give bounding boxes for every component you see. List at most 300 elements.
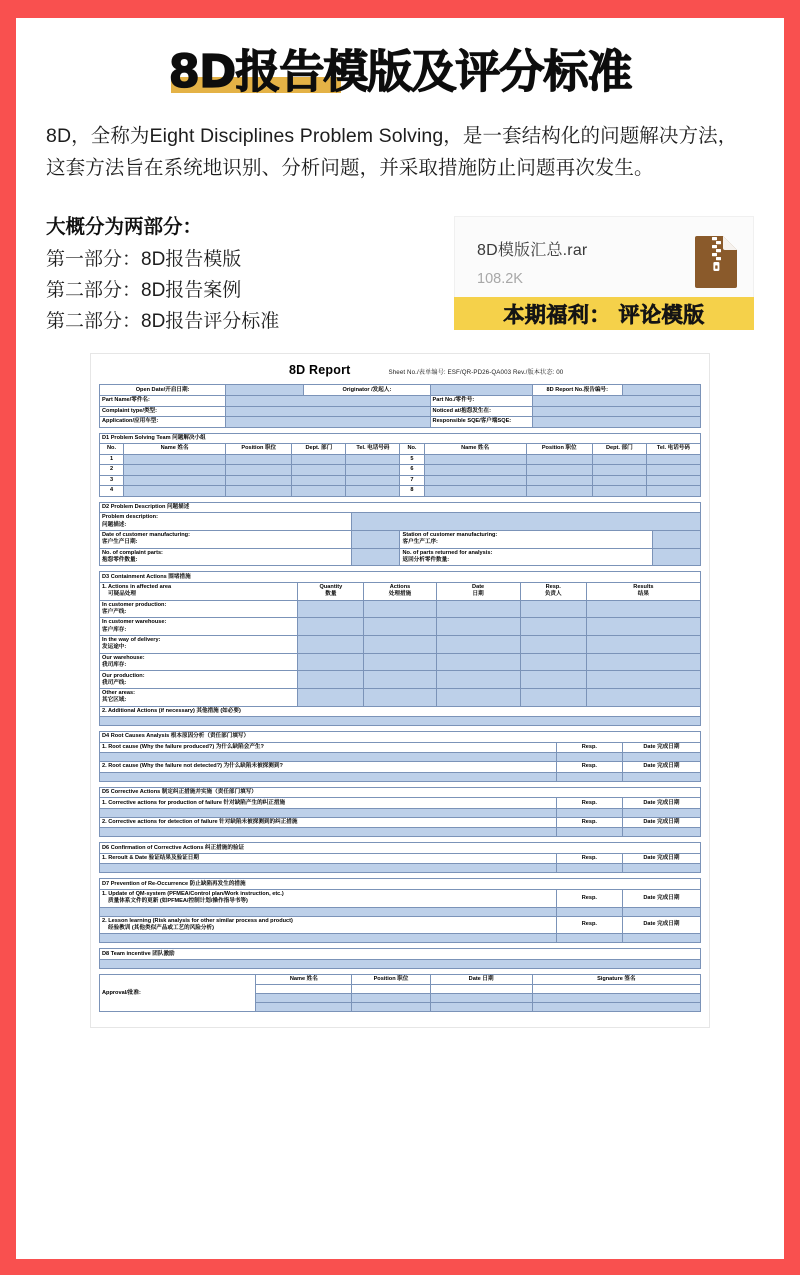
table-row bbox=[100, 465, 701, 476]
d1-cell-position[interactable] bbox=[226, 465, 292, 476]
d8-section-title: D8 Team incentive 团队激励 bbox=[100, 949, 701, 960]
table-row bbox=[100, 817, 701, 828]
d1-col-position-r: Position 职位 bbox=[526, 444, 592, 455]
8d-report-document bbox=[90, 353, 710, 1028]
table-row bbox=[100, 974, 701, 985]
approval-cell-name[interactable] bbox=[256, 985, 352, 994]
field-complaint-type-label: Complaint type/类型: bbox=[100, 406, 226, 417]
d1-cell-tel[interactable] bbox=[646, 465, 700, 476]
parts-heading: 大概分为两部分： bbox=[46, 216, 203, 239]
d3-area-en: Other areas: bbox=[102, 690, 135, 697]
d7-item-1-label bbox=[100, 890, 557, 908]
d3-cell-quantity[interactable] bbox=[298, 689, 364, 707]
d1-col-name-r: Name 姓名 bbox=[424, 444, 526, 455]
d2-table bbox=[99, 502, 701, 567]
d2-complaint-parts-cn: 抱怨零件数量: bbox=[102, 557, 138, 564]
d1-cell-dept[interactable] bbox=[592, 475, 646, 486]
d4-item-1-date[interactable] bbox=[622, 753, 700, 762]
approval-cell-position[interactable] bbox=[352, 985, 430, 994]
d7-item-2-resp[interactable] bbox=[556, 934, 622, 943]
table-row bbox=[100, 582, 701, 600]
d3-area-cn: 客户产线: bbox=[102, 608, 127, 615]
table-row bbox=[100, 916, 701, 934]
field-part-name-value[interactable] bbox=[226, 395, 430, 406]
d3-table bbox=[99, 571, 701, 726]
d5-item-2-resp[interactable] bbox=[556, 828, 622, 837]
field-noticed-at-label: Noticed at/抱怨发生在: bbox=[430, 406, 532, 417]
d1-cell-position[interactable] bbox=[526, 454, 592, 465]
table-row bbox=[100, 454, 701, 465]
d7-item-1-value[interactable] bbox=[100, 907, 557, 916]
d6-item-1-label: 1. Reroult & Date 验证结果及验证日期 bbox=[100, 853, 557, 864]
table-row bbox=[100, 475, 701, 486]
d3-cell-resp[interactable] bbox=[520, 653, 586, 671]
table-row bbox=[100, 548, 701, 566]
d3-cell-resp[interactable] bbox=[520, 689, 586, 707]
table-row bbox=[100, 828, 701, 837]
field-part-name-label: Part Name/零件名: bbox=[100, 395, 226, 406]
d1-col-name-l: Name 姓名 bbox=[124, 444, 226, 455]
table-row bbox=[100, 513, 701, 531]
d1-row-no-3: 3 bbox=[100, 475, 124, 486]
d3-area-label bbox=[100, 635, 298, 653]
d2-section-title: D2 Problem Description 问题描述 bbox=[100, 502, 701, 513]
d1-col-dept-r: Dept. 部门 bbox=[592, 444, 646, 455]
table-row bbox=[100, 572, 701, 583]
approval-cell-date[interactable] bbox=[430, 1003, 532, 1012]
document-title: 8D Report bbox=[289, 363, 351, 378]
d4-table bbox=[99, 731, 701, 782]
d3-sub1-label bbox=[100, 582, 298, 600]
d1-cell-position[interactable] bbox=[526, 465, 592, 476]
d2-problem-description-value[interactable] bbox=[352, 513, 701, 531]
d1-col-tel-r: Tel. 电话号码 bbox=[646, 444, 700, 455]
table-row bbox=[100, 949, 701, 960]
table-row bbox=[100, 671, 701, 689]
d4-item-2-label: 2. Root cause (Why the failure not detected?) 为什么缺陷未被探测到? bbox=[100, 762, 557, 773]
d3-area-label bbox=[100, 600, 298, 618]
d1-cell-tel[interactable] bbox=[346, 486, 400, 497]
d3-cell-actions[interactable] bbox=[364, 600, 436, 618]
d3-area-cn: 其它区域: bbox=[102, 697, 127, 704]
table-row bbox=[100, 753, 701, 762]
d3-col-resp-en: Resp. bbox=[545, 584, 561, 591]
d3-col-quantity-cn: 数量 bbox=[325, 591, 337, 598]
d7-item-1-resp[interactable] bbox=[556, 907, 622, 916]
table-row bbox=[100, 890, 701, 908]
attachment-file-name: 8D模版汇总.rar bbox=[477, 242, 588, 260]
d2-date-manufacturing-cn: 客户生产日期: bbox=[102, 539, 138, 546]
d3-col-resp-cn: 负责人 bbox=[544, 591, 562, 598]
d1-section-title: D1 Problem Solving Team 问题解决小组 bbox=[100, 433, 701, 444]
table-row bbox=[100, 879, 701, 890]
d5-item-1-value[interactable] bbox=[100, 808, 557, 817]
d1-cell-name[interactable] bbox=[124, 454, 226, 465]
middle-section bbox=[46, 210, 754, 337]
d1-cell-dept[interactable] bbox=[292, 465, 346, 476]
d2-station-manufacturing-label bbox=[400, 530, 652, 548]
d4-date-header: Date 完成日期 bbox=[622, 742, 700, 753]
d2-problem-description-label bbox=[100, 513, 352, 531]
table-row bbox=[100, 618, 701, 636]
d1-cell-dept[interactable] bbox=[292, 486, 346, 497]
d1-cell-position[interactable] bbox=[226, 454, 292, 465]
attachment-meta bbox=[477, 235, 587, 287]
d6-item-1-date[interactable] bbox=[622, 864, 700, 873]
table-row bbox=[100, 717, 701, 726]
d3-cell-results[interactable] bbox=[586, 635, 700, 653]
d4-date-header: Date 完成日期 bbox=[622, 762, 700, 773]
document-header bbox=[99, 361, 701, 384]
post-sheet bbox=[16, 18, 784, 1259]
table-row bbox=[100, 502, 701, 513]
table-row bbox=[100, 530, 701, 548]
approval-cell-signature[interactable] bbox=[532, 994, 700, 1003]
d1-row-no-4: 4 bbox=[100, 486, 124, 497]
field-part-no-value[interactable] bbox=[532, 395, 700, 406]
document-sheet-number: Sheet No./表单编号: ESF/QR-PD26-QA003 Rev./版本状态: 00 bbox=[388, 369, 564, 377]
d1-cell-tel[interactable] bbox=[646, 454, 700, 465]
approval-cell-name[interactable] bbox=[256, 994, 352, 1003]
d7-item-1-cn: 质量体系文件的更新 (如PFMEA/控制计划/操作指导书等) bbox=[108, 898, 248, 905]
field-part-no-label: Part No./零件号: bbox=[430, 395, 532, 406]
d1-cell-name[interactable] bbox=[124, 486, 226, 497]
d1-cell-dept[interactable] bbox=[592, 465, 646, 476]
d1-row-no-2: 2 bbox=[100, 465, 124, 476]
d3-cell-results[interactable] bbox=[586, 671, 700, 689]
d7-item-2-date[interactable] bbox=[622, 934, 700, 943]
d3-area-label bbox=[100, 689, 298, 707]
d1-cell-tel[interactable] bbox=[646, 475, 700, 486]
d2-date-manufacturing-value[interactable] bbox=[352, 530, 400, 548]
approval-cell-date[interactable] bbox=[430, 994, 532, 1003]
approval-label: Approval/批准: bbox=[100, 974, 256, 1012]
d7-item-2-cn: 经验教训 (其他类似产品或工艺的风险分析) bbox=[108, 925, 214, 932]
intro-paragraph: 8D，全称为Eight Disciplines Problem Solving，是一套结构化的问题解决方法，这套方法旨在系统地识别、分析问题，并采取措施防止问题再次发生。 bbox=[46, 125, 738, 179]
d7-item-2-value[interactable] bbox=[100, 934, 557, 943]
field-open-date-label: Open Date/开启日期: bbox=[100, 385, 226, 396]
table-row bbox=[100, 395, 701, 406]
d3-cell-date[interactable] bbox=[436, 671, 520, 689]
d1-cell-position[interactable] bbox=[226, 475, 292, 486]
table-row bbox=[100, 600, 701, 618]
d7-table bbox=[99, 878, 701, 943]
d4-resp-header: Resp. bbox=[556, 762, 622, 773]
d1-cell-name[interactable] bbox=[424, 454, 526, 465]
d6-table bbox=[99, 842, 701, 873]
page-title bbox=[168, 45, 632, 98]
d2-returned-parts-en: No. of parts returned for analysis: bbox=[402, 549, 493, 556]
d5-item-1-date[interactable] bbox=[622, 808, 700, 817]
approval-col-signature: Signature 签名 bbox=[532, 974, 700, 985]
d7-section-title: D7 Prevention of Re-Occurrence 防止缺陷再发生的措施 bbox=[100, 879, 701, 890]
table-row bbox=[100, 959, 701, 968]
field-noticed-at-value[interactable] bbox=[532, 406, 700, 417]
d1-cell-tel[interactable] bbox=[646, 486, 700, 497]
d3-cell-resp[interactable] bbox=[520, 635, 586, 653]
d1-col-dept-l: Dept. 部门 bbox=[292, 444, 346, 455]
d3-col-date-cn: 日期 bbox=[472, 591, 484, 598]
d3-area-cn: 我司产线: bbox=[102, 679, 127, 686]
d3-cell-date[interactable] bbox=[436, 600, 520, 618]
d5-item-1-resp[interactable] bbox=[556, 808, 622, 817]
d3-area-label bbox=[100, 618, 298, 636]
d3-area-cn: 客户库存: bbox=[102, 626, 127, 633]
approval-cell-date[interactable] bbox=[430, 985, 532, 994]
d3-cell-quantity[interactable] bbox=[298, 671, 364, 689]
d1-row-no-8: 8 bbox=[400, 486, 424, 497]
field-originator-value[interactable] bbox=[430, 385, 532, 396]
d3-cell-results[interactable] bbox=[586, 600, 700, 618]
d1-cell-dept[interactable] bbox=[292, 454, 346, 465]
d4-item-1-value[interactable] bbox=[100, 753, 557, 762]
attachment-file-size: 108.2K bbox=[477, 271, 523, 288]
field-application-label: Application/应用车型: bbox=[100, 417, 226, 428]
d1-cell-tel[interactable] bbox=[346, 465, 400, 476]
d1-cell-name[interactable] bbox=[424, 475, 526, 486]
d3-cell-resp[interactable] bbox=[520, 600, 586, 618]
d3-cell-date[interactable] bbox=[436, 689, 520, 707]
d3-cell-actions[interactable] bbox=[364, 689, 436, 707]
field-report-no-label: 8D Report No.报告编号: bbox=[532, 385, 622, 396]
table-row bbox=[100, 385, 701, 396]
parts-item-3: 第二部分：8D报告评分标准 bbox=[46, 311, 280, 333]
d1-row-no-6: 6 bbox=[400, 465, 424, 476]
d2-date-manufacturing-label bbox=[100, 530, 352, 548]
table-row bbox=[100, 772, 701, 781]
d3-area-cn: 发运途中: bbox=[102, 644, 127, 651]
d7-item-1-en: 1. Update of QM-system (PFMEA/Control plan/Work instruction, etc.) bbox=[102, 891, 284, 898]
d1-cell-dept[interactable] bbox=[592, 454, 646, 465]
d1-cell-name[interactable] bbox=[124, 465, 226, 476]
d3-cell-quantity[interactable] bbox=[298, 653, 364, 671]
d3-area-en: In customer production: bbox=[102, 601, 167, 608]
d2-complaint-parts-en: No. of complaint parts: bbox=[102, 549, 163, 556]
d3-section-title: D3 Containment Actions 围堵措施 bbox=[100, 572, 701, 583]
rar-archive-icon bbox=[695, 236, 737, 288]
d3-sub2-title: 2. Additional Actions (if necessary) 其他措施 (如必要) bbox=[100, 706, 701, 717]
d1-col-position-l: Position 职位 bbox=[226, 444, 292, 455]
d7-resp-header: Resp. bbox=[556, 890, 622, 908]
d5-item-2-value[interactable] bbox=[100, 828, 557, 837]
field-responsible-sqe-value[interactable] bbox=[532, 417, 700, 428]
d5-resp-header: Resp. bbox=[556, 798, 622, 809]
d1-cell-position[interactable] bbox=[226, 486, 292, 497]
d7-date-header: Date 完成日期 bbox=[622, 890, 700, 908]
field-originator-label: Originator /发起人: bbox=[304, 385, 430, 396]
table-row bbox=[100, 486, 701, 497]
d6-resp-header: Resp. bbox=[556, 853, 622, 864]
approval-cell-signature[interactable] bbox=[532, 985, 700, 994]
d2-complaint-parts-label bbox=[100, 548, 352, 566]
approval-table bbox=[99, 974, 701, 1013]
d2-station-manufacturing-en: Station of customer manufacturing: bbox=[402, 532, 498, 539]
d3-col-results-en: Results bbox=[633, 584, 654, 591]
table-row bbox=[100, 635, 701, 653]
d3-col-resp bbox=[520, 582, 586, 600]
d6-item-1-value[interactable] bbox=[100, 864, 557, 873]
d2-returned-parts-value[interactable] bbox=[652, 548, 700, 566]
table-row bbox=[100, 787, 701, 798]
d3-sub1-en: 1. Actions in affected area bbox=[102, 584, 172, 591]
field-complaint-type-value[interactable] bbox=[226, 406, 430, 417]
d3-cell-actions[interactable] bbox=[364, 618, 436, 636]
table-row bbox=[100, 406, 701, 417]
d3-additional-actions-value[interactable] bbox=[100, 717, 701, 726]
approval-cell-signature[interactable] bbox=[532, 1003, 700, 1012]
table-row bbox=[100, 864, 701, 873]
d1-row-no-5: 5 bbox=[400, 454, 424, 465]
table-row bbox=[100, 808, 701, 817]
d7-item-2-label bbox=[100, 916, 557, 934]
d3-col-actions bbox=[364, 582, 436, 600]
d4-item-2-resp[interactable] bbox=[556, 772, 622, 781]
d6-section-title: D6 Confirmation of Corrective Actions 纠正措施的验证 bbox=[100, 843, 701, 854]
d3-cell-results[interactable] bbox=[586, 689, 700, 707]
d5-item-2-label: 2. Corrective actions for detection of failure 针对缺陷未被探测到的纠正措施 bbox=[100, 817, 557, 828]
d4-item-2-date[interactable] bbox=[622, 772, 700, 781]
d7-date-header: Date 完成日期 bbox=[622, 916, 700, 934]
d3-cell-date[interactable] bbox=[436, 635, 520, 653]
d1-row-no-7: 7 bbox=[400, 475, 424, 486]
approval-col-position: Position 职位 bbox=[352, 974, 430, 985]
d3-col-results bbox=[586, 582, 700, 600]
d3-cell-date[interactable] bbox=[436, 618, 520, 636]
d1-table bbox=[99, 433, 701, 497]
approval-col-name: Name 姓名 bbox=[256, 974, 352, 985]
d1-cell-name[interactable] bbox=[424, 465, 526, 476]
d1-cell-dept[interactable] bbox=[292, 475, 346, 486]
d2-problem-description-en: Problem description: bbox=[102, 514, 158, 521]
d3-cell-actions[interactable] bbox=[364, 653, 436, 671]
d8-table bbox=[99, 948, 701, 969]
attachment-card[interactable] bbox=[454, 216, 754, 304]
d4-resp-header: Resp. bbox=[556, 742, 622, 753]
table-row bbox=[100, 732, 701, 743]
table-row bbox=[100, 853, 701, 864]
d3-cell-date[interactable] bbox=[436, 653, 520, 671]
d3-sub1-cn: 可疑品处理 bbox=[108, 591, 136, 598]
d3-area-label bbox=[100, 671, 298, 689]
d4-item-1-label: 1. Root cause (Why the failure produced?) 为什么缺陷会产生? bbox=[100, 742, 557, 753]
d3-cell-results[interactable] bbox=[586, 618, 700, 636]
d1-col-tel-l: Tel. 电话号码 bbox=[346, 444, 400, 455]
d7-item-1-date[interactable] bbox=[622, 907, 700, 916]
d6-item-1-resp[interactable] bbox=[556, 864, 622, 873]
field-report-no-value[interactable] bbox=[622, 385, 700, 396]
d3-area-en: Our warehouse: bbox=[102, 654, 145, 661]
table-row bbox=[100, 798, 701, 809]
d5-date-header: Date 完成日期 bbox=[622, 798, 700, 809]
d5-item-1-label: 1. Corrective actions for production of failure 针对缺陷产生的纠正措施 bbox=[100, 798, 557, 809]
d3-cell-resp[interactable] bbox=[520, 618, 586, 636]
d3-area-en: Our production: bbox=[102, 672, 145, 679]
d3-cell-actions[interactable] bbox=[364, 635, 436, 653]
table-row bbox=[100, 417, 701, 428]
d1-cell-tel[interactable] bbox=[346, 475, 400, 486]
d4-item-2-value[interactable] bbox=[100, 772, 557, 781]
d3-cell-quantity[interactable] bbox=[298, 600, 364, 618]
d1-cell-name[interactable] bbox=[124, 475, 226, 486]
promo-banner-text: 本期福利： 评论模版 bbox=[503, 302, 705, 327]
d3-col-quantity bbox=[298, 582, 364, 600]
d3-area-cn: 我司库存: bbox=[102, 661, 127, 668]
d4-section-title: D4 Root Causes Analysis 根本原因分析（责任部门填写） bbox=[100, 732, 701, 743]
d4-item-1-resp[interactable] bbox=[556, 753, 622, 762]
attachment-column bbox=[454, 216, 754, 330]
d3-col-date bbox=[436, 582, 520, 600]
approval-cell-position[interactable] bbox=[352, 1003, 430, 1012]
d2-complaint-parts-value[interactable] bbox=[352, 548, 400, 566]
d7-item-2-en: 2. Lesson learning (Risk analysis for other similar process and product) bbox=[102, 917, 293, 924]
table-row bbox=[100, 934, 701, 943]
approval-col-date: Date 日期 bbox=[430, 974, 532, 985]
table-row bbox=[100, 444, 701, 455]
d3-area-label bbox=[100, 653, 298, 671]
d3-cell-quantity[interactable] bbox=[298, 618, 364, 636]
d3-col-actions-cn: 处理措施 bbox=[388, 591, 412, 598]
d3-col-actions-en: Actions bbox=[389, 584, 411, 591]
d3-cell-results[interactable] bbox=[586, 653, 700, 671]
d2-station-manufacturing-cn: 客户生产工序: bbox=[402, 539, 438, 546]
table-row bbox=[100, 762, 701, 773]
d2-returned-parts-label bbox=[400, 548, 652, 566]
d3-area-en: In customer warehouse: bbox=[102, 619, 167, 626]
parts-item-1: 第一部分：8D报告模版 bbox=[46, 248, 242, 270]
d1-col-no-l: No. bbox=[100, 444, 124, 455]
d3-col-results-cn: 结果 bbox=[637, 591, 649, 598]
table-row bbox=[100, 706, 701, 717]
d5-date-header: Date 完成日期 bbox=[622, 817, 700, 828]
d1-cell-dept[interactable] bbox=[592, 486, 646, 497]
d1-cell-position[interactable] bbox=[526, 486, 592, 497]
d2-returned-parts-cn: 返回分析零件数量: bbox=[402, 557, 450, 564]
field-application-value[interactable] bbox=[226, 417, 430, 428]
d5-item-2-date[interactable] bbox=[622, 828, 700, 837]
d3-cell-resp[interactable] bbox=[520, 671, 586, 689]
field-responsible-sqe-label: Responsible SQE/客户端SQE: bbox=[430, 417, 532, 428]
parts-item-2: 第二部分：8D报告案例 bbox=[46, 280, 242, 302]
promo-banner bbox=[454, 297, 754, 330]
d1-col-no-r: No. bbox=[400, 444, 424, 455]
d3-area-en: In the way of delivery: bbox=[102, 637, 161, 644]
d3-cell-actions[interactable] bbox=[364, 671, 436, 689]
d3-cell-quantity[interactable] bbox=[298, 635, 364, 653]
approval-cell-name[interactable] bbox=[256, 1003, 352, 1012]
d3-col-date-en: Date bbox=[472, 584, 485, 591]
d1-cell-tel[interactable] bbox=[346, 454, 400, 465]
page-title-text: 8D报告模版及评分标准 bbox=[168, 45, 632, 98]
d1-cell-position[interactable] bbox=[526, 475, 592, 486]
d1-cell-name[interactable] bbox=[424, 486, 526, 497]
d8-value[interactable] bbox=[100, 959, 701, 968]
d7-resp-header: Resp. bbox=[556, 916, 622, 934]
header-fields-table bbox=[99, 384, 701, 427]
approval-cell-position[interactable] bbox=[352, 994, 430, 1003]
d1-row-no-1: 1 bbox=[100, 454, 124, 465]
field-open-date-value[interactable] bbox=[226, 385, 304, 396]
table-row bbox=[100, 689, 701, 707]
table-row bbox=[100, 907, 701, 916]
d2-problem-description-cn: 问题描述: bbox=[102, 521, 127, 528]
d5-table bbox=[99, 787, 701, 838]
table-row bbox=[100, 653, 701, 671]
d2-station-manufacturing-value[interactable] bbox=[652, 530, 700, 548]
d5-section-title: D5 Corrective Actions 制定纠正措施并实施（责任部门填写） bbox=[100, 787, 701, 798]
d2-date-manufacturing-en: Date of customer manufacturing: bbox=[102, 532, 190, 539]
table-row bbox=[100, 742, 701, 753]
d3-col-quantity-en: Quantity bbox=[319, 584, 343, 591]
